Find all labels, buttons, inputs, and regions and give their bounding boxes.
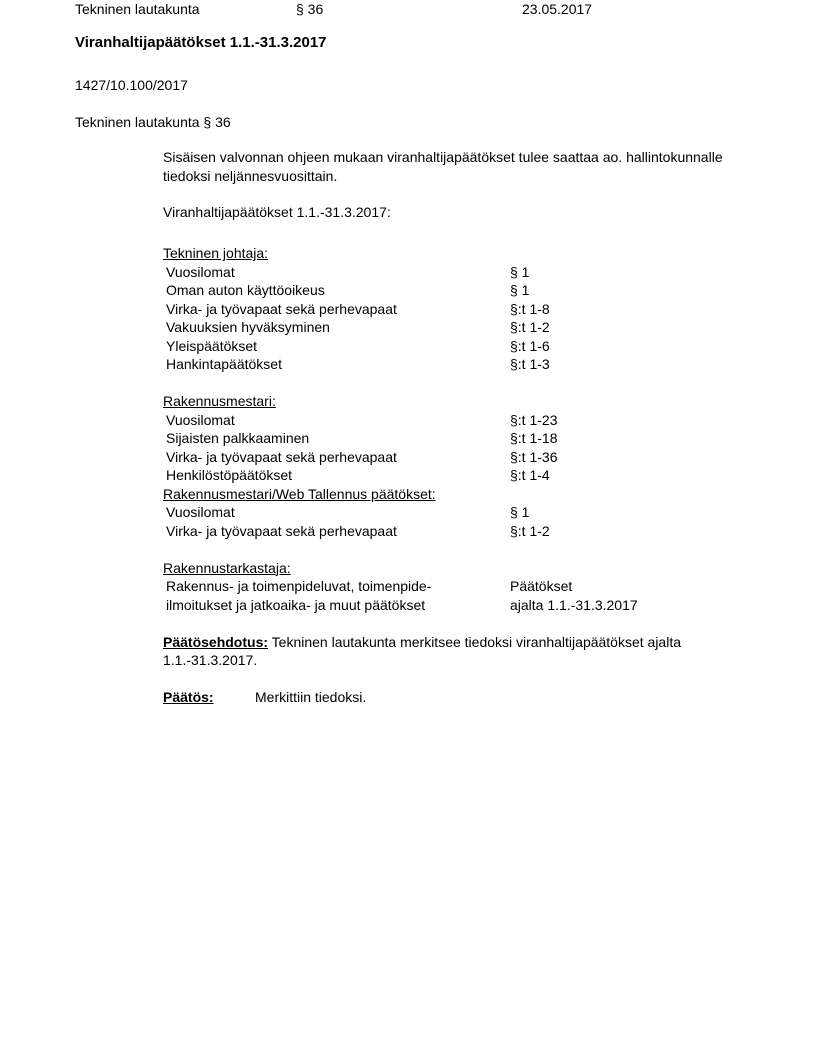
list-item <box>163 429 735 448</box>
item-value: §:t 1-18 <box>510 430 558 446</box>
item-label: Rakennus- ja toimenpideluvat, toimenpide- <box>166 578 432 594</box>
item-value: § 1 <box>510 504 530 520</box>
case-number: 1427/10.100/2017 <box>75 77 188 93</box>
section-heading-text: Tekninen johtaja: <box>163 245 269 261</box>
item-value: §:t 1-2 <box>510 522 550 539</box>
list-item <box>163 448 735 467</box>
item-value: §:t 1-2 <box>510 319 550 335</box>
item-value: §:t 1-4 <box>510 467 550 483</box>
list-item <box>163 411 735 430</box>
item-label: Hankintapäätökset <box>166 356 282 372</box>
decision-label-text: Päätös: <box>163 689 214 705</box>
list-item <box>163 577 735 596</box>
item-value: § 1 <box>510 263 530 280</box>
item-label: Vakuuksien hyväksyminen <box>166 319 330 335</box>
item-value: § 1 <box>510 282 530 298</box>
item-value: Päätökset <box>510 578 573 594</box>
item-label: Vuosilomat <box>166 504 235 520</box>
section-rakennustarkastaja <box>163 559 735 615</box>
item-value: §:t 1-6 <box>510 337 550 354</box>
item-value: §:t 1-23 <box>510 411 558 428</box>
decision-label <box>163 688 255 707</box>
section-tekninen-johtaja <box>163 244 735 374</box>
item-value: §:t 1-36 <box>510 448 558 465</box>
section-heading-text: Rakennustarkastaja: <box>163 559 291 576</box>
item-label: Virka- ja työvapaat sekä perhevapaat <box>166 300 397 317</box>
meta-section-number: § 36 <box>296 1 324 17</box>
list-item <box>163 263 735 282</box>
list-item <box>163 522 735 541</box>
section-heading <box>163 244 735 263</box>
item-value: §:t 1-3 <box>510 356 550 372</box>
item-label: Vuosilomat <box>166 263 235 280</box>
section-rakennusmestari <box>163 392 735 485</box>
list-item <box>163 466 735 485</box>
item-label: Vuosilomat <box>166 411 235 428</box>
item-label: Henkilöstöpäätökset <box>166 467 293 483</box>
list-item <box>163 300 735 319</box>
list-item <box>163 281 735 300</box>
list-heading: Viranhaltijapäätökset 1.1.-31.3.2017: <box>163 204 391 220</box>
item-value: §:t 1-8 <box>510 300 550 317</box>
item-label: Sijaisten palkkaaminen <box>166 430 310 446</box>
proposal-label: Päätösehdotus: <box>163 633 269 650</box>
decision-list <box>163 244 735 707</box>
item-label: Virka- ja työvapaat sekä perhevapaat <box>166 448 397 465</box>
item-label: Yleispäätökset <box>166 337 258 354</box>
decision-row <box>163 688 735 707</box>
meta-committee-name: Tekninen lautakunta <box>75 1 200 17</box>
list-item <box>163 503 735 522</box>
page-title: Viranhaltijapäätökset 1.1.-31.3.2017 <box>75 34 327 51</box>
intro-paragraph: Sisäisen valvonnan ohjeen mukaan viranhaltijapäätökset tulee saattaa ao. hallintokunnalle tiedoksi neljännesvuosittain. <box>163 149 723 184</box>
section-rakennusmestari-web-tallennus <box>163 485 735 541</box>
section-heading <box>163 392 735 411</box>
section-reference: Tekninen lautakunta § 36 <box>75 114 231 130</box>
proposal-paragraph <box>163 633 735 670</box>
section-heading <box>163 559 735 578</box>
list-item <box>163 337 735 356</box>
section-heading <box>163 485 735 504</box>
proposal-text: Tekninen lautakunta merkitsee tiedoksi viranhaltijapäätökset ajalta 1.1.-31.3.2017. <box>163 633 682 668</box>
decision-text: Merkittiin tiedoksi. <box>255 689 367 705</box>
list-item <box>163 596 735 615</box>
list-item <box>163 355 735 374</box>
section-heading-text: Rakennusmestari/Web Tallennus päätökset: <box>163 485 436 502</box>
section-heading-text: Rakennusmestari: <box>163 393 276 409</box>
item-label: ilmoitukset ja jatkoaika- ja muut päätökset <box>166 596 426 613</box>
meta-date: 23.05.2017 <box>522 1 593 17</box>
item-label: Oman auton käyttöoikeus <box>166 282 325 298</box>
list-item <box>163 318 735 337</box>
item-value: ajalta 1.1.-31.3.2017 <box>510 596 638 613</box>
item-label: Virka- ja työvapaat sekä perhevapaat <box>166 522 397 539</box>
